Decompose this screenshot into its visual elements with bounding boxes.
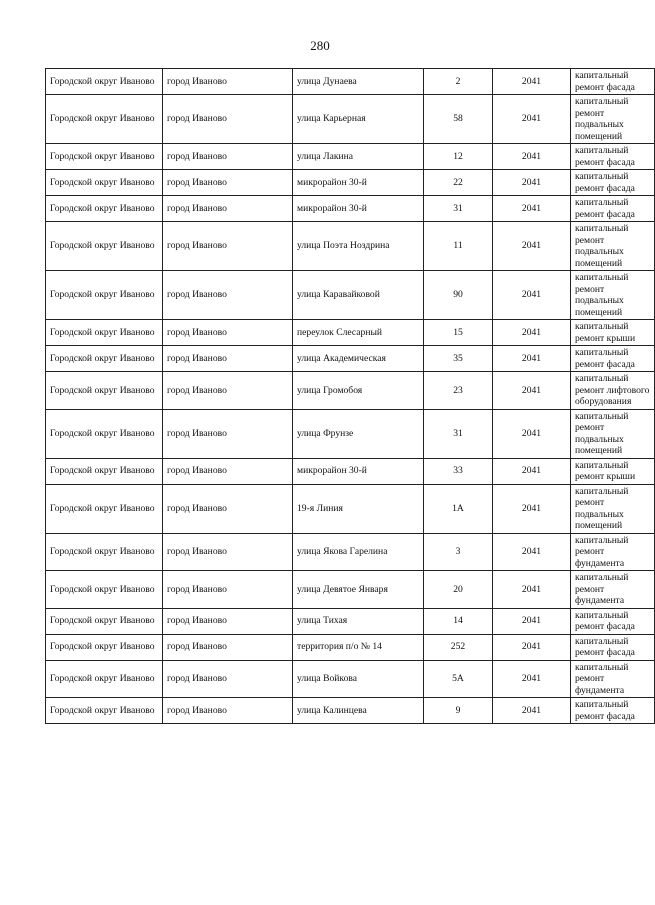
year-cell: 2041: [493, 346, 571, 372]
year-cell: 2041: [493, 484, 571, 533]
work-type-cell: капитальный ремонт фасада: [571, 698, 655, 724]
work-type-cell: капитальный ремонт подвальных помещений: [571, 271, 655, 320]
municipality-cell: Городской округ Иваново: [46, 698, 163, 724]
year-cell: 2041: [493, 698, 571, 724]
house-number-cell: 11: [424, 222, 493, 271]
municipality-cell: Городской округ Иваново: [46, 196, 163, 222]
city-cell: город Иваново: [163, 571, 293, 609]
work-type-cell: капитальный ремонт фундамента: [571, 533, 655, 571]
street-cell: улица Академическая: [293, 346, 424, 372]
year-cell: 2041: [493, 222, 571, 271]
registry-table: [45, 68, 655, 724]
house-number-cell: 31: [424, 409, 493, 458]
municipality-cell: Городской округ Иваново: [46, 372, 163, 410]
table-row: [46, 634, 655, 660]
table-row: [46, 95, 655, 144]
city-cell: город Иваново: [163, 271, 293, 320]
work-type-cell: капитальный ремонт фасада: [571, 196, 655, 222]
city-cell: город Иваново: [163, 660, 293, 698]
house-number-cell: 15: [424, 320, 493, 346]
street-cell: улица Тихая: [293, 608, 424, 634]
table-row: [46, 372, 655, 410]
street-cell: улица Якова Гарелина: [293, 533, 424, 571]
city-cell: город Иваново: [163, 458, 293, 484]
year-cell: 2041: [493, 170, 571, 196]
registry-table-body: [46, 69, 655, 724]
table-row: [46, 320, 655, 346]
house-number-cell: 9: [424, 698, 493, 724]
street-cell: 19-я Линия: [293, 484, 424, 533]
work-type-cell: капитальный ремонт подвальных помещений: [571, 409, 655, 458]
work-type-cell: капитальный ремонт крыши: [571, 458, 655, 484]
work-type-cell: капитальный ремонт фасада: [571, 346, 655, 372]
municipality-cell: Городской округ Иваново: [46, 571, 163, 609]
work-type-cell: капитальный ремонт крыши: [571, 320, 655, 346]
house-number-cell: 31: [424, 196, 493, 222]
city-cell: город Иваново: [163, 346, 293, 372]
city-cell: город Иваново: [163, 69, 293, 95]
table-row: [46, 533, 655, 571]
year-cell: 2041: [493, 660, 571, 698]
table-row: [46, 144, 655, 170]
street-cell: улица Дунаева: [293, 69, 424, 95]
city-cell: город Иваново: [163, 634, 293, 660]
municipality-cell: Городской округ Иваново: [46, 222, 163, 271]
city-cell: город Иваново: [163, 484, 293, 533]
year-cell: 2041: [493, 458, 571, 484]
municipality-cell: Городской округ Иваново: [46, 144, 163, 170]
house-number-cell: 23: [424, 372, 493, 410]
table-row: [46, 170, 655, 196]
house-number-cell: 252: [424, 634, 493, 660]
street-cell: микрорайон 30-й: [293, 458, 424, 484]
table-row: [46, 660, 655, 698]
year-cell: 2041: [493, 271, 571, 320]
municipality-cell: Городской округ Иваново: [46, 533, 163, 571]
table-row: [46, 222, 655, 271]
city-cell: город Иваново: [163, 170, 293, 196]
work-type-cell: капитальный ремонт подвальных помещений: [571, 222, 655, 271]
year-cell: 2041: [493, 571, 571, 609]
house-number-cell: 90: [424, 271, 493, 320]
municipality-cell: Городской округ Иваново: [46, 271, 163, 320]
street-cell: улица Фрунзе: [293, 409, 424, 458]
city-cell: город Иваново: [163, 608, 293, 634]
city-cell: город Иваново: [163, 95, 293, 144]
street-cell: территория п/о № 14: [293, 634, 424, 660]
table-row: [46, 346, 655, 372]
street-cell: микрорайон 30-й: [293, 196, 424, 222]
city-cell: город Иваново: [163, 372, 293, 410]
city-cell: город Иваново: [163, 144, 293, 170]
year-cell: 2041: [493, 95, 571, 144]
house-number-cell: 58: [424, 95, 493, 144]
work-type-cell: капитальный ремонт фасада: [571, 634, 655, 660]
work-type-cell: капитальный ремонт фасада: [571, 144, 655, 170]
table-row: [46, 608, 655, 634]
city-cell: город Иваново: [163, 409, 293, 458]
street-cell: переулок Слесарный: [293, 320, 424, 346]
year-cell: 2041: [493, 634, 571, 660]
year-cell: 2041: [493, 196, 571, 222]
municipality-cell: Городской округ Иваново: [46, 346, 163, 372]
municipality-cell: Городской округ Иваново: [46, 608, 163, 634]
table-row: [46, 458, 655, 484]
street-cell: улица Карьерная: [293, 95, 424, 144]
house-number-cell: 5А: [424, 660, 493, 698]
table-row: [46, 271, 655, 320]
municipality-cell: Городской округ Иваново: [46, 95, 163, 144]
street-cell: улица Каравайковой: [293, 271, 424, 320]
year-cell: 2041: [493, 320, 571, 346]
year-cell: 2041: [493, 144, 571, 170]
page-number: 280: [310, 38, 330, 53]
table-row: [46, 196, 655, 222]
work-type-cell: капитальный ремонт фасада: [571, 69, 655, 95]
house-number-cell: 12: [424, 144, 493, 170]
street-cell: улица Громобоя: [293, 372, 424, 410]
street-cell: улица Поэта Ноздрина: [293, 222, 424, 271]
street-cell: улица Калинцева: [293, 698, 424, 724]
work-type-cell: капитальный ремонт фундамента: [571, 571, 655, 609]
city-cell: город Иваново: [163, 222, 293, 271]
house-number-cell: 22: [424, 170, 493, 196]
table-row: [46, 571, 655, 609]
house-number-cell: 2: [424, 69, 493, 95]
table-row: [46, 69, 655, 95]
street-cell: улица Войкова: [293, 660, 424, 698]
work-type-cell: капитальный ремонт фундамента: [571, 660, 655, 698]
municipality-cell: Городской округ Иваново: [46, 409, 163, 458]
year-cell: 2041: [493, 372, 571, 410]
house-number-cell: 1А: [424, 484, 493, 533]
municipality-cell: Городской округ Иваново: [46, 458, 163, 484]
house-number-cell: 33: [424, 458, 493, 484]
year-cell: 2041: [493, 409, 571, 458]
year-cell: 2041: [493, 608, 571, 634]
municipality-cell: Городской округ Иваново: [46, 170, 163, 196]
work-type-cell: капитальный ремонт лифтового оборудования: [571, 372, 655, 410]
city-cell: город Иваново: [163, 196, 293, 222]
city-cell: город Иваново: [163, 533, 293, 571]
table-row: [46, 698, 655, 724]
table-row: [46, 409, 655, 458]
house-number-cell: 35: [424, 346, 493, 372]
street-cell: улица Девятое Января: [293, 571, 424, 609]
work-type-cell: капитальный ремонт подвальных помещений: [571, 95, 655, 144]
municipality-cell: Городской округ Иваново: [46, 634, 163, 660]
work-type-cell: капитальный ремонт фасада: [571, 608, 655, 634]
municipality-cell: Городской округ Иваново: [46, 320, 163, 346]
year-cell: 2041: [493, 69, 571, 95]
house-number-cell: 14: [424, 608, 493, 634]
house-number-cell: 20: [424, 571, 493, 609]
street-cell: микрорайон 30-й: [293, 170, 424, 196]
table-row: [46, 484, 655, 533]
municipality-cell: Городской округ Иваново: [46, 660, 163, 698]
street-cell: улица Лакина: [293, 144, 424, 170]
house-number-cell: 3: [424, 533, 493, 571]
work-type-cell: капитальный ремонт фасада: [571, 170, 655, 196]
municipality-cell: Городской округ Иваново: [46, 484, 163, 533]
city-cell: город Иваново: [163, 698, 293, 724]
work-type-cell: капитальный ремонт подвальных помещений: [571, 484, 655, 533]
municipality-cell: Городской округ Иваново: [46, 69, 163, 95]
year-cell: 2041: [493, 533, 571, 571]
city-cell: город Иваново: [163, 320, 293, 346]
